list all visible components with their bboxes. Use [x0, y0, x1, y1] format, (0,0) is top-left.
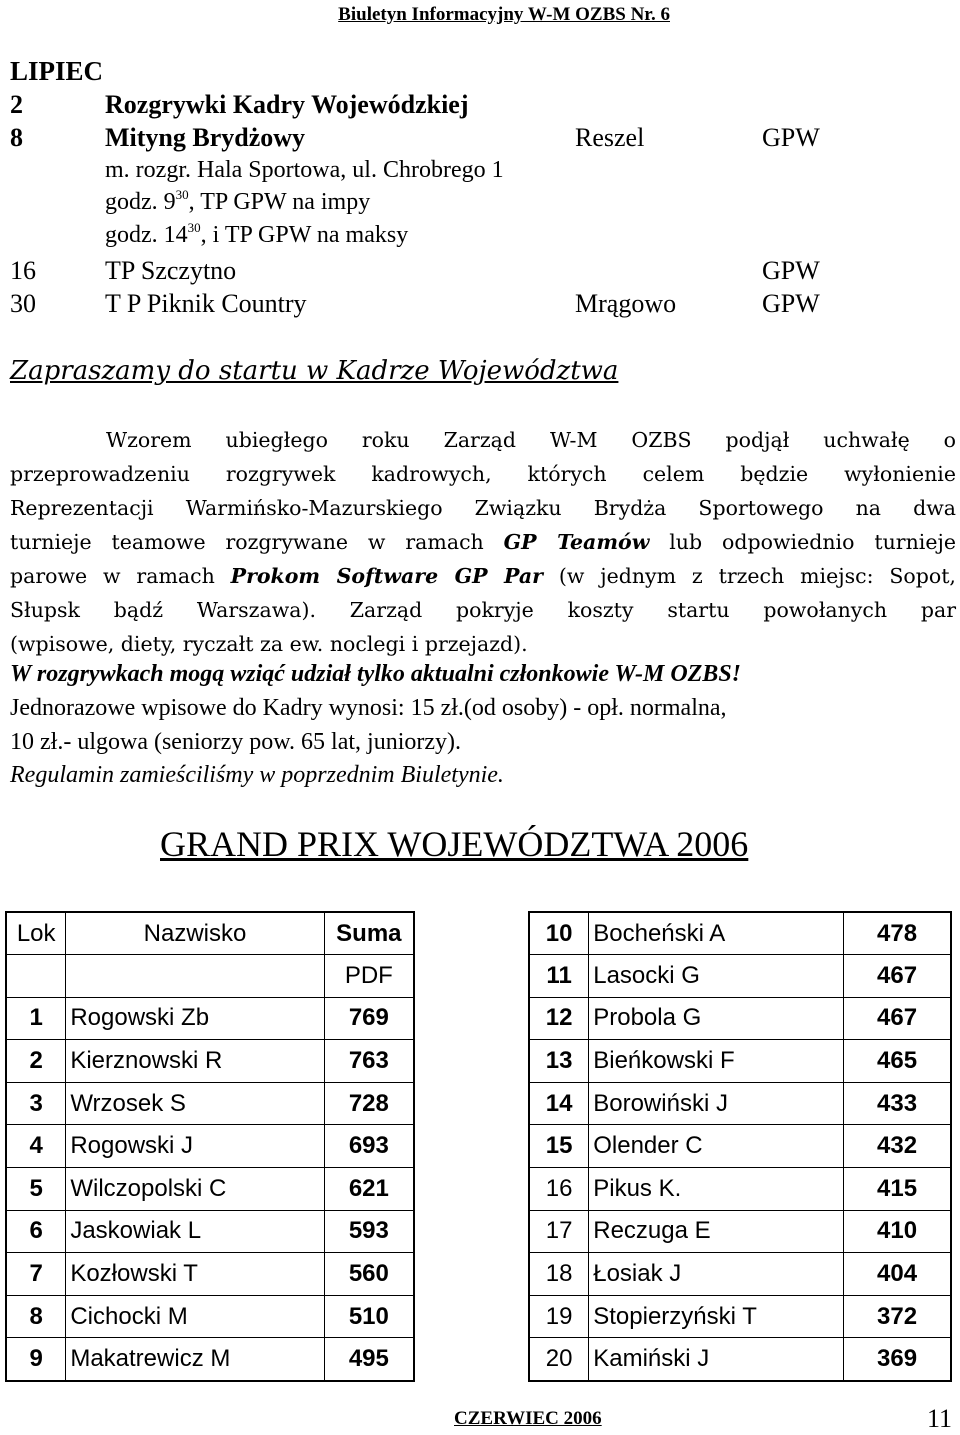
name-cell: Lasocki G [589, 955, 844, 998]
rank-cell: 9 [6, 1338, 66, 1381]
table-row [6, 1295, 414, 1338]
name-cell: Borowiński J [589, 1082, 844, 1125]
name-cell: Pikus K. [589, 1168, 844, 1211]
table-row [529, 1210, 951, 1253]
table-row [6, 1338, 414, 1381]
table-row [529, 955, 951, 998]
grand-prix-table-left [5, 911, 415, 1382]
event-day: 30 [10, 289, 36, 318]
score-cell: 432 [844, 1125, 951, 1168]
table-row [6, 1210, 414, 1253]
score-cell: 693 [324, 1125, 414, 1168]
score-cell: 404 [844, 1253, 951, 1296]
score-cell: 415 [844, 1168, 951, 1211]
event-organizer: GPW [762, 256, 820, 285]
event-day: 8 [10, 123, 23, 152]
event-name: TP Szczytno [105, 256, 237, 285]
rank-cell: 7 [6, 1253, 66, 1296]
event-day: 2 [10, 90, 23, 119]
score-cell: 369 [844, 1338, 951, 1381]
name-cell: Wrzosek S [66, 1082, 324, 1125]
name-cell: Łosiak J [589, 1253, 844, 1296]
header-pdf: PDF [324, 955, 414, 998]
rank-cell: 4 [6, 1125, 66, 1168]
fee-line: Jednorazowe wpisowe do Kadry wynosi: 15 zł.(od osoby) - opł. normalna, [10, 695, 727, 721]
name-cell: Rogowski Zb [66, 997, 324, 1040]
rank-cell: 18 [529, 1253, 589, 1296]
score-cell: 478 [844, 912, 951, 955]
event-name: Mityng Brydżowy [105, 123, 306, 152]
score-cell: 495 [324, 1338, 414, 1381]
paragraph-line: (wpisowe, diety, ryczałt za ew. noclegi i przejazd). [10, 632, 528, 656]
event-place: Mrągowo [575, 289, 677, 318]
event-organizer: GPW [762, 123, 820, 152]
table-row [529, 1168, 951, 1211]
fee-line: 10 zł.- ulgowa (seniorzy pow. 65 lat, juniorzy). [10, 729, 461, 755]
event-time-impy: godz. $9^{30}$, TP GPW na impy [105, 187, 371, 215]
rank-cell: 12 [529, 997, 589, 1040]
score-cell: 467 [844, 955, 951, 998]
table-row [529, 1040, 951, 1083]
bulletin-header: Biuletyn Informacyjny W-M OZBS Nr. 6 [338, 4, 670, 25]
score-cell: 560 [324, 1253, 414, 1296]
paragraph-line: przeprowadzeniu rozgrywek kadrowych, których celem będzie wyłonienie [10, 462, 956, 486]
footer-date: CZERWIEC 2006 [454, 1408, 602, 1429]
table-row [529, 1295, 951, 1338]
page-number: 11 [926, 1404, 952, 1433]
score-cell: 467 [844, 997, 951, 1040]
table-row [6, 1168, 414, 1211]
rank-cell: 2 [6, 1040, 66, 1083]
rank-cell: 6 [6, 1210, 66, 1253]
event-name: T P Piknik Country [105, 289, 307, 318]
event-time-maksy: godz. $14^{30}$, i TP GPW na maksy [105, 220, 409, 248]
name-cell: Makatrewicz M [66, 1338, 324, 1381]
members-only-notice: W rozgrywkach mogą wziąć udział tylko aktualni członkowie W-M OZBS! [10, 661, 742, 687]
event-place: Reszel [575, 123, 645, 152]
score-cell: 593 [324, 1210, 414, 1253]
table-row [529, 997, 951, 1040]
score-cell: 465 [844, 1040, 951, 1083]
rank-cell: 1 [6, 997, 66, 1040]
table-row [529, 912, 951, 955]
score-cell: 621 [324, 1168, 414, 1211]
name-cell: Kozłowski T [66, 1253, 324, 1296]
name-cell: Cichocki M [66, 1295, 324, 1338]
header-suma: Suma [324, 912, 414, 955]
rank-cell: 10 [529, 912, 589, 955]
table-row [6, 1125, 414, 1168]
rank-cell: 14 [529, 1082, 589, 1125]
name-cell: Wilczopolski C [66, 1168, 324, 1211]
rank-cell: 20 [529, 1338, 589, 1381]
table-row [6, 997, 414, 1040]
rank-cell: 11 [529, 955, 589, 998]
table-row [529, 1082, 951, 1125]
prokom-gp-par-text: Prokom Software GP Par [230, 564, 543, 588]
score-cell: 372 [844, 1295, 951, 1338]
rank-cell: 15 [529, 1125, 589, 1168]
paragraph-line: turnieje teamowe rozgrywane w ramach GP Teamów lub odpowiednio turnieje [10, 530, 956, 554]
rank-cell: 16 [529, 1168, 589, 1211]
rank-cell: 19 [529, 1295, 589, 1338]
table-header-row [6, 912, 414, 955]
score-cell: 728 [324, 1082, 414, 1125]
rank-cell: 3 [6, 1082, 66, 1125]
name-cell: Kamiński J [589, 1338, 844, 1381]
empty-cell [6, 955, 66, 998]
table-row [6, 1082, 414, 1125]
event-day: 16 [10, 256, 36, 285]
table-row [529, 1253, 951, 1296]
score-cell: 763 [324, 1040, 414, 1083]
paragraph-line: Słupsk bądź Warszawa). Zarząd pokryje koszty startu powołanych par [10, 598, 956, 622]
rank-cell: 13 [529, 1040, 589, 1083]
rank-cell: 17 [529, 1210, 589, 1253]
name-cell: Rogowski J [66, 1125, 324, 1168]
table-row [6, 1040, 414, 1083]
score-cell: 510 [324, 1295, 414, 1338]
event-name: Rozgrywki Kadry Wojewódzkiej [105, 90, 469, 119]
event-location: m. rozgr. Hala Sportowa, ul. Chrobrego 1 [105, 157, 504, 183]
empty-cell [66, 955, 324, 998]
name-cell: Bocheński A [589, 912, 844, 955]
grand-prix-title: GRAND PRIX WOJEWÓDZTWA 2006 [160, 824, 749, 864]
name-cell: Olender C [589, 1125, 844, 1168]
name-cell: Jaskowiak L [66, 1210, 324, 1253]
gp-teamow-text: GP Teamów [503, 530, 650, 554]
header-lok: Lok [6, 912, 66, 955]
name-cell: Kierznowski R [66, 1040, 324, 1083]
score-cell: 769 [324, 997, 414, 1040]
grand-prix-table-right [528, 911, 952, 1382]
score-cell: 410 [844, 1210, 951, 1253]
table-row [529, 1338, 951, 1381]
announcement-paragraph [10, 423, 956, 661]
name-cell: Reczuga E [589, 1210, 844, 1253]
table-header-row [6, 955, 414, 998]
rank-cell: 5 [6, 1168, 66, 1211]
name-cell: Bieńkowski F [589, 1040, 844, 1083]
regulamin-note: Regulamin zamieściliśmy w poprzednim Biuletynie. [10, 762, 504, 788]
score-cell: 433 [844, 1082, 951, 1125]
paragraph-line: parowe w ramach Prokom Software GP Par (w jednym z trzech miejsc: Sopot, [10, 564, 956, 588]
event-organizer: GPW [762, 289, 820, 318]
paragraph-line: Reprezentacji Warmińsko-Mazurskiego Związku Brydża Sportowego na dwa [10, 496, 956, 520]
month-heading: LIPIEC [10, 56, 104, 86]
invite-heading: Zapraszamy do startu w Kadrze Województwa [10, 356, 619, 386]
name-cell: Probola G [589, 997, 844, 1040]
header-nazwisko: Nazwisko [66, 912, 324, 955]
paragraph-line: Wzorem ubiegłego roku Zarząd W-M OZBS podjął uchwałę o [106, 428, 956, 452]
table-row [6, 1253, 414, 1296]
name-cell: Stopierzyński T [589, 1295, 844, 1338]
rank-cell: 8 [6, 1295, 66, 1338]
table-row [529, 1125, 951, 1168]
